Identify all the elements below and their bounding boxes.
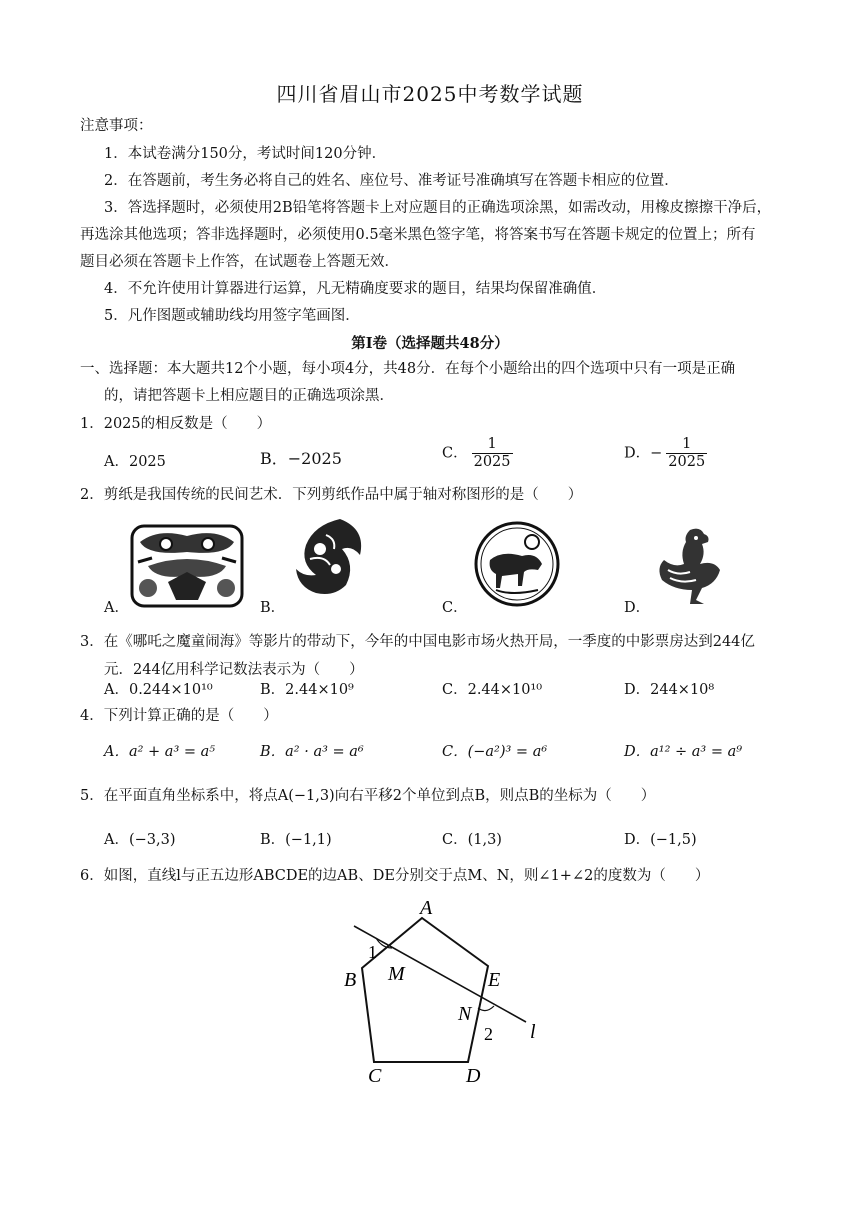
q1-c-numerator: 1: [472, 436, 513, 454]
label-n: N: [458, 1003, 472, 1025]
q5-option-c: C．(1,3): [442, 832, 502, 848]
q1-c-denominator: 2025: [473, 454, 511, 470]
q1-option-d: D．− $\frac{1}{2025}$: [624, 436, 706, 470]
q4-stem: 4．下列计算正确的是（ ）: [80, 708, 278, 724]
notice-2: 2．在答题前，考生务必将自己的姓名、座位号、准考证号准确填写在答题卡相应的位置．: [104, 173, 679, 189]
papercut-round-ox-image: [472, 520, 562, 608]
q1-d-numerator: 1: [666, 436, 707, 454]
notice-5: 5．凡作图题或辅助线均用签字笔画图．: [104, 308, 360, 324]
page-title: 四川省眉山市2025中考数学试题: [276, 82, 584, 106]
section-heading: 第Ⅰ卷（选择题共48分）: [351, 335, 509, 352]
q3-option-b: B．2.44×10⁹: [260, 682, 354, 698]
part-intro-2: 的，请把答题卡上相应题目的正确选项涂黑．: [104, 388, 394, 404]
label-m: M: [388, 963, 405, 985]
q5-stem: 5．在平面直角坐标系中，将点A(−1,3)向右平移2个单位到点B，则点B的坐标为（ ）: [80, 788, 656, 804]
notice-3: 3．答选择题时，必须使用2B铅笔将答题卡上对应题目的正确选项涂黑，如需改动，用橡皮擦擦干净后，: [104, 200, 772, 216]
part-intro-1: 一、选择题：本大题共12个小题，每小项4分，共48分．在每个小题给出的四个选项中只有一项是正确: [80, 361, 736, 377]
label-d: D: [466, 1065, 481, 1087]
label-a: A: [420, 897, 433, 919]
q2-stem: 2．剪纸是我国传统的民间艺术．下列剪纸作品中属于轴对称图形的是（ ）: [80, 487, 583, 503]
pentagon-figure: [330, 896, 560, 1088]
papercut-tiger-image: [128, 522, 246, 610]
q1-stem: 1．2025的相反数是（ ）: [80, 416, 272, 432]
papercut-rooster-image: [650, 524, 726, 608]
q1-option-b: B．−2025: [260, 449, 342, 468]
q3-stem-2: 元．244亿用科学记数法表示为（ ）: [104, 662, 364, 678]
notice-3-cont: 再选涂其他选项；答非选择题时，必须使用0.5毫米黑色签字笔，将答案书写在答题卡规定的位置上；所有: [80, 227, 756, 243]
label-angle-2: 2: [484, 1024, 493, 1044]
q5-option-a: A．(−3,3): [104, 832, 176, 848]
q6-stem: 6．如图，直线l与正五边形ABCDE的边AB、DE分别交于点M、N，则∠1+∠2的度数为（ ）: [80, 868, 710, 884]
q1-option-c-label: C．: [442, 445, 468, 462]
label-b: B: [344, 969, 357, 991]
q1-option-a: A．2025: [104, 454, 166, 470]
label-angle-1: 1: [368, 942, 377, 962]
q4-option-c: C．(−a²)³ = a⁶: [442, 744, 548, 760]
q5-option-d: D．(−1,5): [624, 832, 697, 848]
q4-option-d: D．a¹² ÷ a³ = a⁹: [624, 744, 743, 760]
notice-1: 1．本试卷满分150分，考试时间120分钟．: [104, 146, 387, 162]
q2-option-a: A．: [104, 600, 129, 616]
notice-title: 注意事项：: [80, 118, 153, 134]
q3-option-d: D．244×10⁸: [624, 682, 715, 698]
q1-option-d-fraction: [666, 436, 707, 471]
notice-3-end: 题目必须在答题卡上作答，在试题卷上答题无效．: [80, 254, 399, 270]
q1-option-c-fraction: [472, 436, 513, 471]
q3-option-a: A．0.244×10¹⁰: [104, 682, 213, 698]
notice-4: 4．不允许使用计算器进行运算，凡无精确度要求的题目，结果均保留准确值．: [104, 281, 607, 297]
q1-option-c: [442, 436, 513, 471]
label-c: C: [368, 1065, 382, 1087]
q2-option-b: B．: [260, 600, 286, 616]
q1-option-d-label: D．: [624, 445, 651, 462]
q3-stem-1: 3．在《哪吒之魔童闹海》等影片的带动下，今年的中国电影市场火热开局，一季度的中影票房达到244亿: [80, 634, 755, 650]
q2-option-c: C．: [442, 600, 468, 616]
q5-option-b: B．(−1,1): [260, 832, 332, 848]
q3-option-c: C．2.44×10¹⁰: [442, 682, 543, 698]
label-e: E: [488, 969, 501, 991]
q4-option-a: A．a² + a³ = a⁵: [104, 744, 216, 760]
label-l: l: [530, 1021, 536, 1043]
q4-option-b: B．a² · a³ = a⁶: [260, 744, 364, 760]
q1-d-denominator: 2025: [668, 454, 706, 470]
papercut-fish-image: [290, 515, 370, 599]
q2-option-d: D．: [624, 600, 651, 616]
